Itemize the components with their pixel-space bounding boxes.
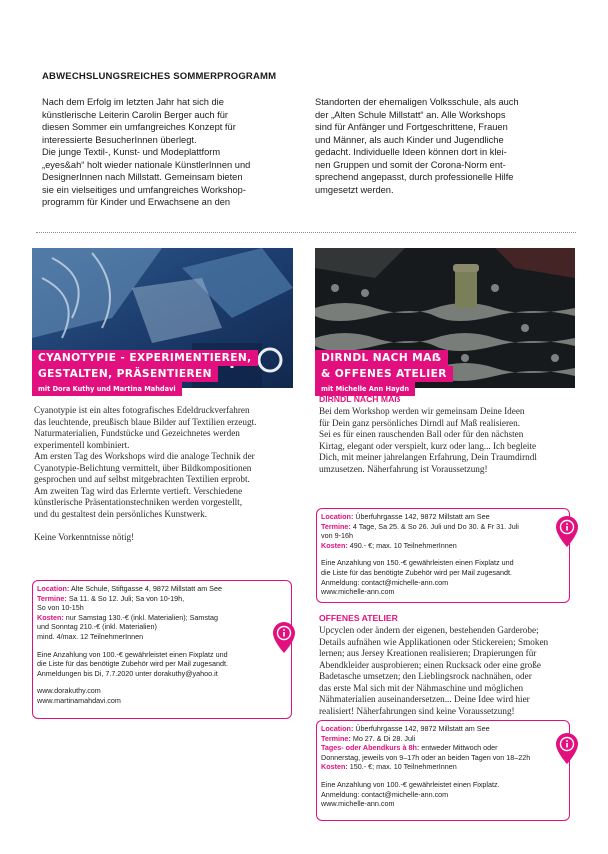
- dirndl-subtitle: mit Michelle Ann Haydn: [315, 382, 415, 396]
- dirndl-title-line2: & OFFENES ATELIER: [315, 366, 453, 382]
- dirndl-note: Eine Anzahlung von 150.-€ gewährleisten einen Fixplatz und: [321, 558, 514, 568]
- dirndl-note-cont: die Liste für das benötigte Zubehör wird per Mail zugesandt.: [321, 567, 512, 577]
- dirndl-title-line1: DIRNDL NACH MAẞ: [315, 350, 448, 366]
- link-michelle-ann-atelier[interactable]: www.michelle-ann.com: [321, 799, 395, 809]
- cyano-note-cont: die Liste für das benötigte Zubehör wird per Mail zugesandt.: [37, 659, 228, 669]
- atelier-termine: Termine: Mo 27. & Di 28. Juli: [321, 733, 416, 743]
- atelier-heading: OFFENES ATELIER: [319, 613, 398, 623]
- atelier-kosten: Kosten: 150.- €; max. 10 TeilnehmerInnen: [321, 762, 457, 772]
- cyanotype-photo: [32, 248, 293, 393]
- cyano-registration: Anmeldungen bis Di, 7.7.2020 unter dorakuthy@yahoo.it: [37, 668, 218, 678]
- info-pin-icon: [556, 516, 578, 547]
- dirndl-kosten: Kosten: 490.- €; max. 10 TeilnehmerInnen: [321, 540, 457, 550]
- atelier-note: Eine Anzahlung von 100.-€ gewährleistet einen Fixplatz.: [321, 779, 500, 789]
- cyano-termine: Termine: Sa 11. & So 12. Juli; Sa von 10-19h,: [37, 593, 185, 603]
- dirndl-description: Bei dem Workshop werden wir gemeinsam Deine Ideen für Dein ganz persönliches Dirndl auf Maß realisieren. Sei es für einen rauschenden Ball oder für den nächsten Kirtag, elegant oder verspielt, kurz oder lang... Ich begleite Dich, mit meiner jahrelangen Erfahrung, Dein Traumdirndl umzusetzen. Näherfahrung ist Voraussetzung!: [319, 406, 537, 474]
- dirndl-termine-cont: von 9-16h: [321, 531, 353, 541]
- section-divider: [36, 232, 576, 233]
- dirndl-registration: Anmeldung: contact@michelle-ann.com: [321, 577, 449, 587]
- link-dorakuthy[interactable]: www.dorakuthy.com: [37, 686, 101, 696]
- cyano-participants: mind. 4/max. 12 TeilnehmerInnen: [37, 631, 144, 641]
- cyano-info-box: [32, 580, 292, 719]
- cyano-description: Cyanotypie ist ein altes fotografisches Edeldruckverfahren das leuchtende, preußisch blaue Bilder auf Textilien erzeugt. Naturmaterialien, Fundstücke und Gezeichnetes werden experimentell kombiniert. Am ersten Tag des Workshops wird die analoge Technik der Cyanotypie-Belichtung vermittelt, über Bildkompositionen gesprochen und auf selbst mitgebrachten Textilien erprobt. Am zweiten Tag wird das Erlernte vertieft. Verschiedene künstlerische Präsentationstechniken werden vorgestellt, und du gestaltest dein persönliches Kunstwerk. Keine Vorkenntnisse nötig!: [34, 405, 257, 542]
- atelier-registration: Anmeldung: contact@michelle-ann.com: [321, 789, 449, 799]
- cyano-subtitle: mit Dora Kuthy und Martina Mahdavi: [32, 382, 182, 396]
- atelier-description: Upcyclen oder ändern der eigenen, bestehenden Garderobe; Details aufnähen wie Applikationen oder Stickereien; Smoken lernen; aus Jersey Kreationen realisieren; Drapierungen für Abendkleider ausprobieren; einen Rucksack oder eine große Badetasche umsetzen; den Lieblingsrock nachnähen, oder das erste Mal sich mit der Nähmaschine und möglichen Nähmaterialien auseinandersetzen... Deine Idee wird hier realisiert! Näherfahrungen sind keine Voraussetzung!: [319, 625, 549, 716]
- cyano-kosten: Kosten: nur Samstag 130.-€ (inkl. Materialien); Samstag: [37, 612, 218, 622]
- atelier-kurs-cont: Donnerstag, jeweils von 9–17h oder an beiden Tagen von 18–22h: [321, 752, 531, 762]
- intro-text-left: Nach dem Erfolg im letzten Jahr hat sich die künstlerische Leiterin Carolin Berger auch für diesen Sommer ein umfangreiches Konzept für interessierte BesucherInnen überlegt. Die junge Textil-, Kunst- und Modeplattform „eyes&ah“ holt wieder nationale KünstlerInnen und DesignerInnen nach Millstatt. Gemeinsam bieten sie ein vielseitiges und umfangreiches Workshop- programm für Kinder und Erwachsene an den: [42, 97, 251, 207]
- intro-heading: ABWECHSLUNGSREICHES SOMMERPROGRAMM: [42, 71, 277, 82]
- cyano-title-line2: GESTALTEN, PRÄSENTIEREN: [32, 366, 218, 382]
- info-pin-icon: [273, 622, 295, 653]
- dirndl-heading: DIRNDL NACH MAẞ: [319, 394, 401, 404]
- link-michelle-ann[interactable]: www.michelle-ann.com: [321, 587, 395, 597]
- cyano-note: Eine Anzahlung von 100.-€ gewährleistet einen Fixplatz und: [37, 649, 228, 659]
- dirndl-location: Location: Überfuhrgasse 142, 9872 Millstatt am See: [321, 512, 490, 521]
- intro-text-right: Standorten der ehemaligen Volksschule, als auch der „Alten Schule Millstatt“ an. Alle Workshops sind für Anfänger und Fortgeschrittene, Frauen und Männer, als auch Kinder und Jugendliche gedacht. Individuelle Ideen können dort in klei- nen Gruppen und somit der Corona-Norm ent- sprechend angepasst, durch professionelle Hilfe umgesetzt werden.: [315, 97, 519, 195]
- cyano-termine-cont: So von 10-15h: [37, 603, 84, 613]
- cyano-kosten-cont: und Sonntag 210.-€ (inkl. Materialien): [37, 622, 157, 632]
- dirndl-info-box: [316, 508, 570, 603]
- info-pin-icon: [556, 733, 578, 764]
- atelier-info-box: [316, 720, 570, 821]
- atelier-location: Location: Überfuhrgasse 142, 9872 Millstatt am See: [321, 724, 490, 733]
- atelier-kurs: Tages- oder Abendkurs à 8h: entweder Mittwoch oder: [321, 743, 498, 753]
- cyano-title-line1: CYANOTYPIE - EXPERIMENTIEREN,: [32, 350, 258, 366]
- cyano-location: Location: Alte Schule, Stiftgasse 4, 9872 Millstatt am See: [37, 584, 222, 593]
- dirndl-termine: Termine: 4 Tage, Sa 25. & So 26. Juli und Do 30. & Fr 31. Juli: [321, 521, 519, 531]
- dirndl-photo: [315, 248, 575, 393]
- link-martinamahdavi[interactable]: www.martinamahdavi.com: [37, 695, 121, 705]
